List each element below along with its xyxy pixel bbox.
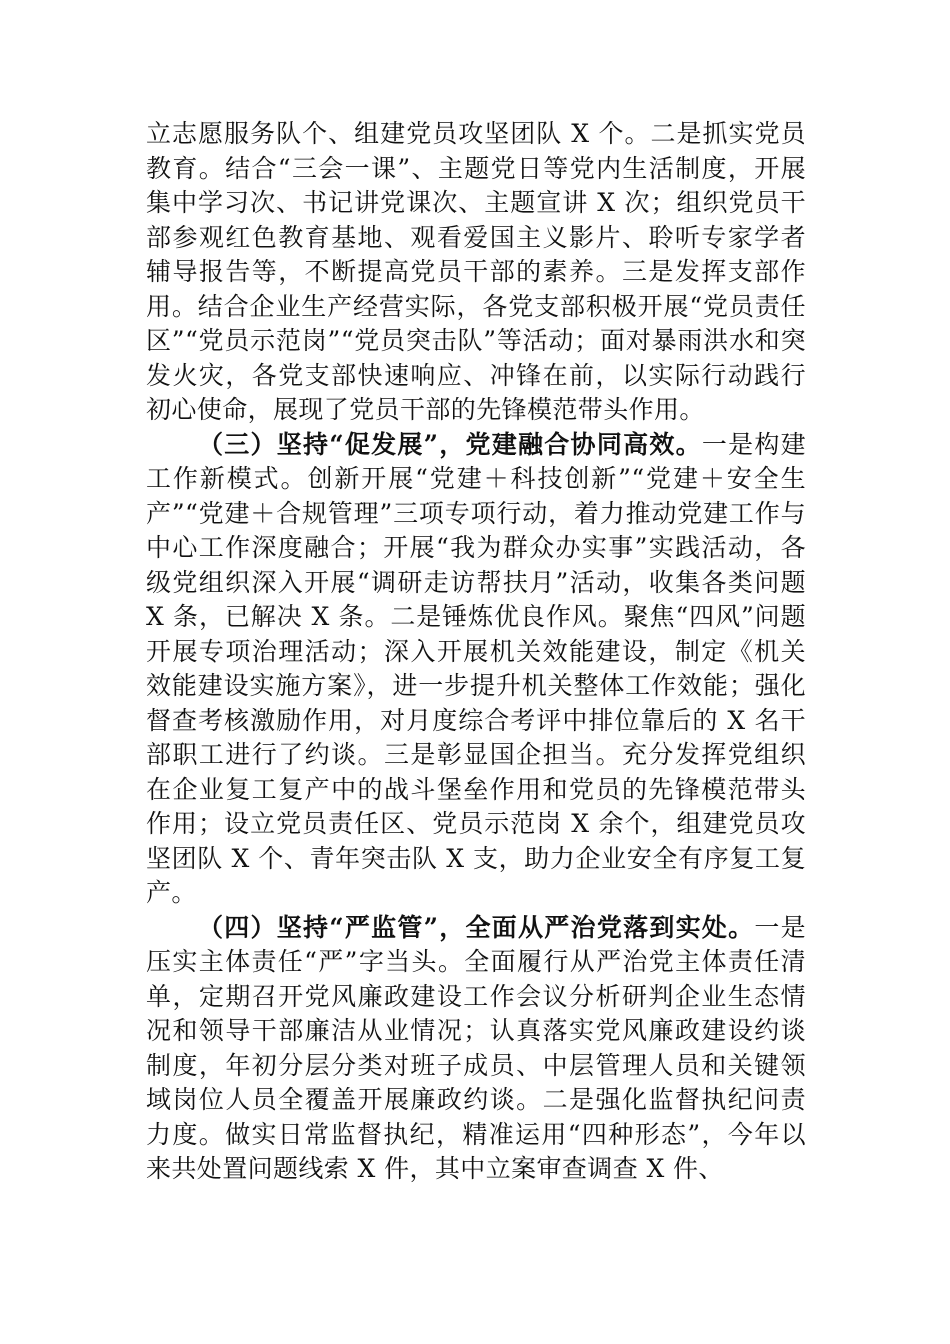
- section-heading: （三）坚持“促发展”，党建融合协同高效。: [198, 429, 702, 459]
- section-heading: （四）坚持“严监管”，全面从严治党落到实处。: [198, 912, 755, 942]
- paragraph-body: 一是构建工作新模式。创新开展“党建＋科技创新”“党建＋安全生产”“党建＋合规管理”三项专项行动，着力推动党建工作与中心工作深度融合；开展“我为群众办实事”实践活动，各级党组织深入开展“调研走访帮扶月”活动，收集各类问题 X 条，已解决 X 条。二是锤炼优良作风。聚焦“四风”问题开展专项治理活动；深入开展机关效能建设，制定《机关效能建设实施方案》，进一步提升机关整体工作效能；强化督查考核激励作用，对月度综合考评中排位靠后的 X 名干部职工进行了约谈。三是彰显国企担当。充分发挥党组织在企业复工复产中的战斗堡垒作用和党员的先锋模范带头作用；设立党员责任区、党员示范岗 X 余个，组建党员攻坚团队 X 个、青年突击队 X 支，助力企业安全有序复工复产。: [146, 429, 806, 907]
- document-page: [146, 117, 806, 1187]
- paragraph-section-4: [146, 911, 806, 1187]
- paragraph-body: 立志愿服务队个、组建党员攻坚团队 X 个。二是抓实党员教育。结合“三会一课”、主题党日等党内生活制度，开展集中学习次、书记讲党课次、主题宣讲 X 次；组织党员干部参观红色教育基地、观看爱国主义影片、聆听专家学者辅导报告等，不断提高党员干部的素养。三是发挥支部作用。结合企业生产经营实际，各党支部积极开展“党员责任区”“党员示范岗”“党员突击队”等活动；面对暴雨洪水和突发火灾，各党支部快速响应、冲锋在前，以实际行动践行初心使命，展现了党员干部的先锋模范带头作用。: [146, 119, 806, 424]
- paragraph-body: 一是压实主体责任“严”字当头。全面履行从严治党主体责任清单，定期召开党风廉政建设工作会议分析研判企业生态情况和领导干部廉洁从业情况；认真落实党风廉政建设约谈制度，年初分层分类对班子成员、中层管理人员和关键领域岗位人员全覆盖开展廉政约谈。二是强化监督执纪问责力度。做实日常监督执纪，精准运用“四种形态”，今年以来共处置问题线索 X 件，其中立案审查调查 X 件、: [146, 912, 806, 1183]
- paragraph-continuation: [146, 117, 806, 428]
- paragraph-section-3: [146, 428, 806, 911]
